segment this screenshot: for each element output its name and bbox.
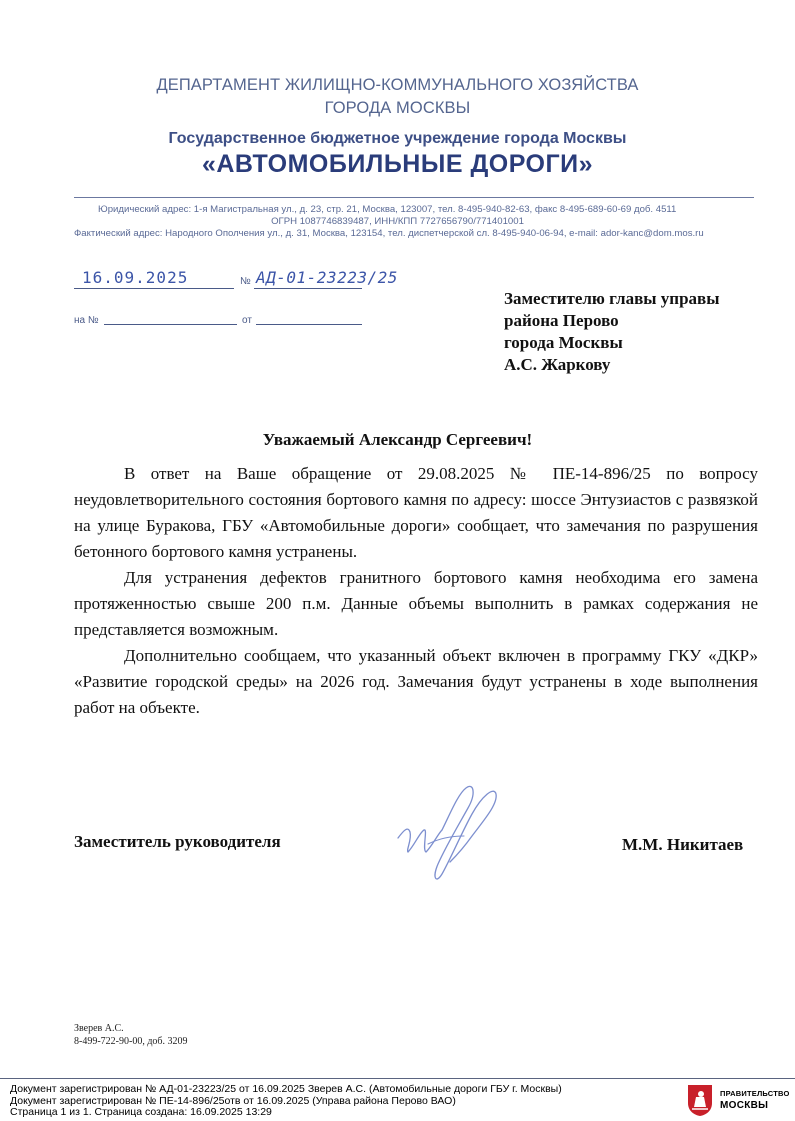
addressee-block (504, 288, 719, 376)
government-label: ПРАВИТЕЛЬСТВО (720, 1089, 790, 1098)
from-label: от (242, 315, 252, 326)
organization-type: Государственное бюджетное учреждение города Москвы (168, 130, 627, 147)
number-label: № (240, 276, 251, 287)
body-paragraph: Для устранения дефектов гранитного бортового камня необходима его замена протяженностью свыше 200 п.м. Данные объемы выполнить в рамках содержания не представляется возможным. (74, 568, 758, 639)
signatory-position: Заместитель руководителя (74, 832, 281, 851)
letterhead-divider (74, 197, 754, 198)
government-moscow-label: МОСКВЫ (720, 1100, 769, 1111)
registry-numbers: ОГРН 1087746839487, ИНН/КПП 7727656790/771401001 (271, 216, 524, 227)
greeting: Уважаемый Александр Сергеевич! (262, 430, 533, 449)
signatory-name: М.М. Никитаев (622, 835, 744, 854)
department-name-line2: ГОРОДА МОСКВЫ (324, 99, 471, 117)
addressee-line: Заместителю главы управы (504, 289, 720, 308)
date-underline (74, 288, 234, 289)
outgoing-number: АД-01-23223/25 (256, 268, 398, 287)
handwritten-signature (392, 780, 504, 892)
number-underline (254, 288, 362, 289)
legal-address: Юридический адрес: 1-я Магистральная ул., д. 23, стр. 21, Москва, 123007, тел. 8-495-940-82-63, факс 8-495-689-60-69 доб. 4511 (98, 204, 677, 215)
addressee-line: города Москвы (504, 333, 623, 352)
reply-to-label: на № (74, 315, 99, 326)
department-name-line1: ДЕПАРТАМЕНТ ЖИЛИЩНО-КОММУНАЛЬНОГО ХОЗЯЙСТВА (156, 76, 639, 94)
body-paragraph: В ответ на Ваше обращение от 29.08.2025 № ПЕ-14-896/25 по вопросу неудовлетворительного состояния бортового камня по адресу: шоссе Энтузиастов с развязкой на улице Буракова, ГБУ «Автомобильные дороги» сообщает, что замечания по разрушения бетонного бортового камня устранены. (74, 464, 758, 561)
registration-line: Документ зарегистрирован № ПЕ-14-896/25отв от 16.09.2025 (Управа района Перово ВАО) (10, 1094, 456, 1107)
moscow-coat-of-arms-icon (686, 1083, 714, 1117)
performer-phone: 8-499-722-90-00, доб. 3209 (74, 1036, 188, 1047)
addressee-line: А.С. Жаркову (504, 355, 611, 374)
addressee-line: района Перово (504, 311, 619, 330)
performer-block (74, 1022, 188, 1048)
from-date-underline (256, 324, 362, 325)
registration-info (10, 1084, 562, 1119)
letter-body (74, 461, 758, 721)
organization-name: «АВТОМОБИЛЬНЫЕ ДОРОГИ» (201, 150, 594, 178)
performer-name: Зверев А.С. (74, 1023, 124, 1034)
registration-line: Документ зарегистрирован № АД-01-23223/25 от 16.09.2025 Зверев А.С. (Автомобильные дороги ГБУ г. Москвы) (10, 1083, 562, 1095)
actual-address: Фактический адрес: Народного Ополчения ул., д. 31, Москва, 123154, тел. диспетчерской сл. 8-495-940-06-94, e-mail: ador-kanc@dom.mos.ru (74, 228, 704, 239)
body-paragraph: Дополнительно сообщаем, что указанный объект включен в программу ГКУ «ДКР» «Развитие городской среды» на 2026 год. Замечания будут устранены в ходе выполнения работ на объекте. (74, 646, 758, 717)
reply-number-underline (104, 324, 237, 325)
registration-line: Страница 1 из 1. Страница создана: 16.09.2025 13:29 (10, 1106, 272, 1118)
outgoing-date: 16.09.2025 (82, 268, 189, 287)
